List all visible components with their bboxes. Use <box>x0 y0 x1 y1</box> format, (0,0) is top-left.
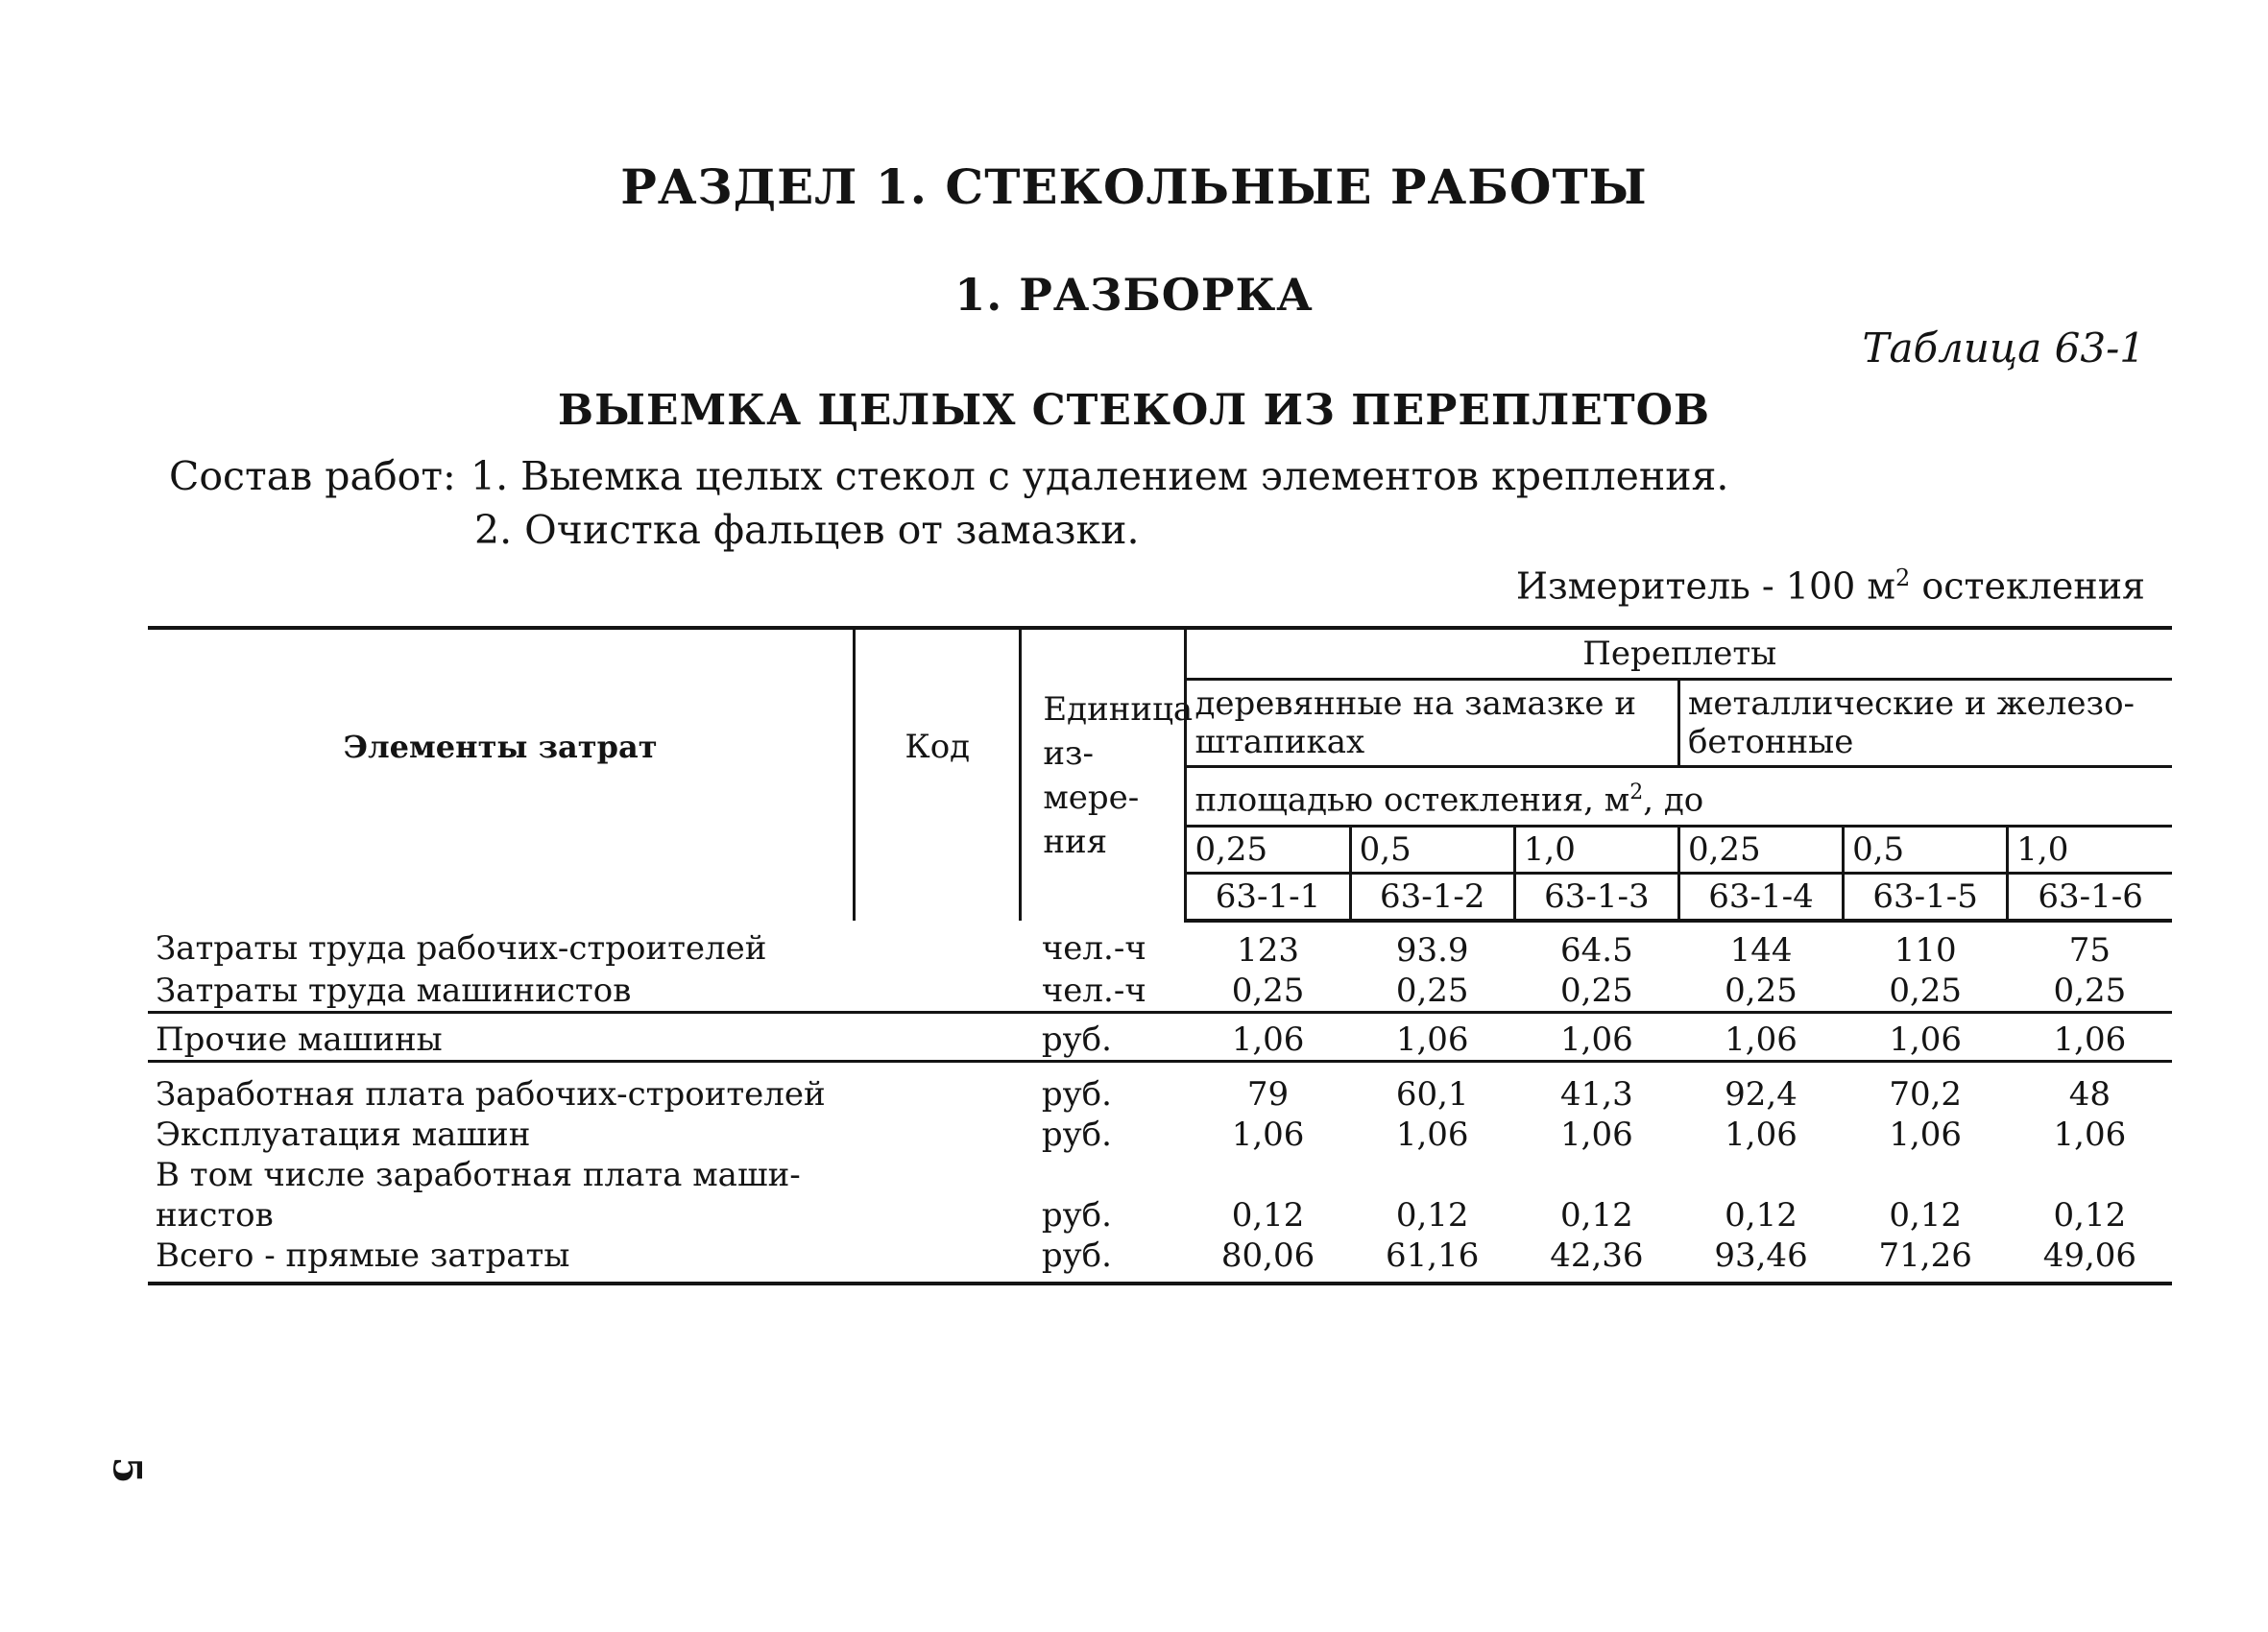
table-row <box>148 1062 2172 1116</box>
table-row <box>148 921 2172 971</box>
table-row <box>148 1115 2172 1155</box>
row-value: 75 <box>2068 931 2111 971</box>
row-value: 110 <box>1894 931 1957 971</box>
row-value: 1,06 <box>1844 1013 2008 1062</box>
row-value: 1,06 <box>1186 1013 1350 1062</box>
row-name: В том числе заработная плата маши- нистов <box>156 1156 801 1236</box>
header-norm-code: 63-1-5 <box>1844 874 2008 922</box>
page-number: 5 <box>104 1456 150 1484</box>
row-value: 1,06 <box>1560 1116 1633 1155</box>
area-suffix: , до <box>1643 780 1704 820</box>
row-value: 1,06 <box>1725 1116 1798 1155</box>
row-value: 70,2 <box>1889 1075 1963 1115</box>
row-value: 64.5 <box>1560 931 1633 971</box>
row-unit: руб. <box>1041 1196 1112 1236</box>
header-norm-code: 63-1-1 <box>1186 874 1350 922</box>
row-code <box>855 1155 1021 1236</box>
row-value: 0,25 <box>1678 971 1843 1013</box>
row-name: Прочие машины <box>148 1013 855 1062</box>
table-number: Таблица 63-1 <box>1862 324 2145 372</box>
header-size: 0,25 <box>1186 827 1350 874</box>
subsection-title: 1. РАЗБОРКА <box>954 269 1314 321</box>
row-value: 1,06 <box>1350 1013 1514 1062</box>
header-size: 0,5 <box>1350 827 1514 874</box>
row-value: 0,25 <box>1350 971 1514 1013</box>
row-value: 144 <box>1729 931 1793 971</box>
row-unit: руб. <box>1021 1236 1186 1284</box>
row-value: 61,16 <box>1350 1236 1514 1284</box>
row-value: 93,46 <box>1678 1236 1843 1284</box>
row-value: 1,06 <box>2053 1116 2127 1155</box>
measure-text: Измеритель - 100 м <box>1515 564 1895 608</box>
row-value: 0,25 <box>1186 971 1350 1013</box>
row-unit: чел.-ч <box>1021 971 1186 1013</box>
row-value: 60,1 <box>1395 1075 1469 1115</box>
table-row <box>148 1155 2172 1236</box>
row-unit: руб. <box>1021 1013 1186 1062</box>
row-name: Затраты труда рабочих-строителей <box>156 929 767 969</box>
row-value: 1,06 <box>1231 1116 1305 1155</box>
row-value: 123 <box>1237 931 1300 971</box>
row-value: 92,4 <box>1725 1075 1798 1115</box>
row-code <box>855 1115 1021 1155</box>
row-value: 0,12 <box>1231 1196 1305 1236</box>
row-value: 42,36 <box>1514 1236 1678 1284</box>
row-value: 93.9 <box>1395 931 1469 971</box>
header-size: 0,25 <box>1678 827 1843 874</box>
header-glazing-area <box>1186 767 2172 827</box>
row-unit: чел.-ч <box>1041 929 1146 969</box>
row-value: 1,06 <box>2008 1013 2172 1062</box>
row-value: 80,06 <box>1186 1236 1350 1284</box>
row-code <box>855 1013 1021 1062</box>
header-cost-elements: Элементы затрат <box>148 628 855 921</box>
header-size: 0,5 <box>1844 827 2008 874</box>
header-wooden-frames: деревянные на замазке и штапиках <box>1186 680 1678 767</box>
header-norm-code: 63-1-6 <box>2008 874 2172 922</box>
row-code <box>855 1236 1021 1284</box>
row-value: 1,06 <box>1395 1116 1469 1155</box>
row-value: 1,06 <box>1514 1013 1678 1062</box>
row-value: 0,12 <box>1395 1196 1469 1236</box>
row-code <box>855 1062 1021 1116</box>
row-value: 0,12 <box>2053 1196 2127 1236</box>
row-value: 0,12 <box>1725 1196 1798 1236</box>
work-item: 2. Очистка фальцев от замазки. <box>474 507 1140 553</box>
row-value: 71,26 <box>1844 1236 2008 1284</box>
row-value: 0,12 <box>1560 1196 1633 1236</box>
header-size: 1,0 <box>1514 827 1678 874</box>
row-name: Затраты труда машинистов <box>148 971 855 1013</box>
row-value: 48 <box>2068 1075 2111 1115</box>
row-value: 41,3 <box>1560 1075 1633 1115</box>
row-value: 0,25 <box>1844 971 2008 1013</box>
measure-unit <box>1516 564 2145 608</box>
header-frames: Переплеты <box>1186 628 2172 680</box>
row-value: 1,06 <box>1889 1116 1963 1155</box>
row-name: Заработная плата рабочих-строителей <box>156 1075 826 1115</box>
row-unit: руб. <box>1041 1075 1112 1115</box>
header-norm-code: 63-1-3 <box>1514 874 1678 922</box>
row-code <box>855 971 1021 1013</box>
header-norm-code: 63-1-2 <box>1350 874 1514 922</box>
row-value: 49,06 <box>2008 1236 2172 1284</box>
cost-table <box>148 626 2172 1285</box>
section-title: РАЗДЕЛ 1. СТЕКОЛЬНЫЕ РАБОТЫ <box>620 158 1648 215</box>
row-name: Всего - прямые затраты <box>148 1236 855 1284</box>
row-unit: руб. <box>1041 1116 1112 1155</box>
header-metal-frames: металлические и железо-бетонные <box>1678 680 2172 767</box>
table-row <box>148 1013 2172 1062</box>
work-composition-label: Состав работ: <box>169 453 456 499</box>
measure-sup: 2 <box>1894 564 1911 591</box>
row-code <box>855 921 1021 971</box>
row-value: 0,12 <box>1889 1196 1963 1236</box>
table-title: ВЫЕМКА ЦЕЛЫХ СТЕКОЛ ИЗ ПЕРЕПЛЕТОВ <box>557 386 1711 435</box>
row-value: 1,06 <box>1678 1013 1843 1062</box>
header-code: Код <box>855 628 1021 921</box>
table-row <box>148 1236 2172 1284</box>
work-item: 1. Выемка целых стекол с удалением элементов крепления. <box>470 453 1729 499</box>
area-text: площадью остекления, м <box>1194 780 1630 820</box>
header-size: 1,0 <box>2008 827 2172 874</box>
table-row <box>148 971 2172 1013</box>
row-value: 0,25 <box>2008 971 2172 1013</box>
header-unit: Единица из-мере-ния <box>1021 628 1186 921</box>
row-value: 79 <box>1246 1075 1290 1115</box>
row-name: Эксплуатация машин <box>156 1116 531 1155</box>
header-norm-code: 63-1-4 <box>1678 874 1843 922</box>
row-value: 0,25 <box>1514 971 1678 1013</box>
area-sup: 2 <box>1629 780 1644 804</box>
measure-suffix: остекления <box>1910 564 2145 608</box>
